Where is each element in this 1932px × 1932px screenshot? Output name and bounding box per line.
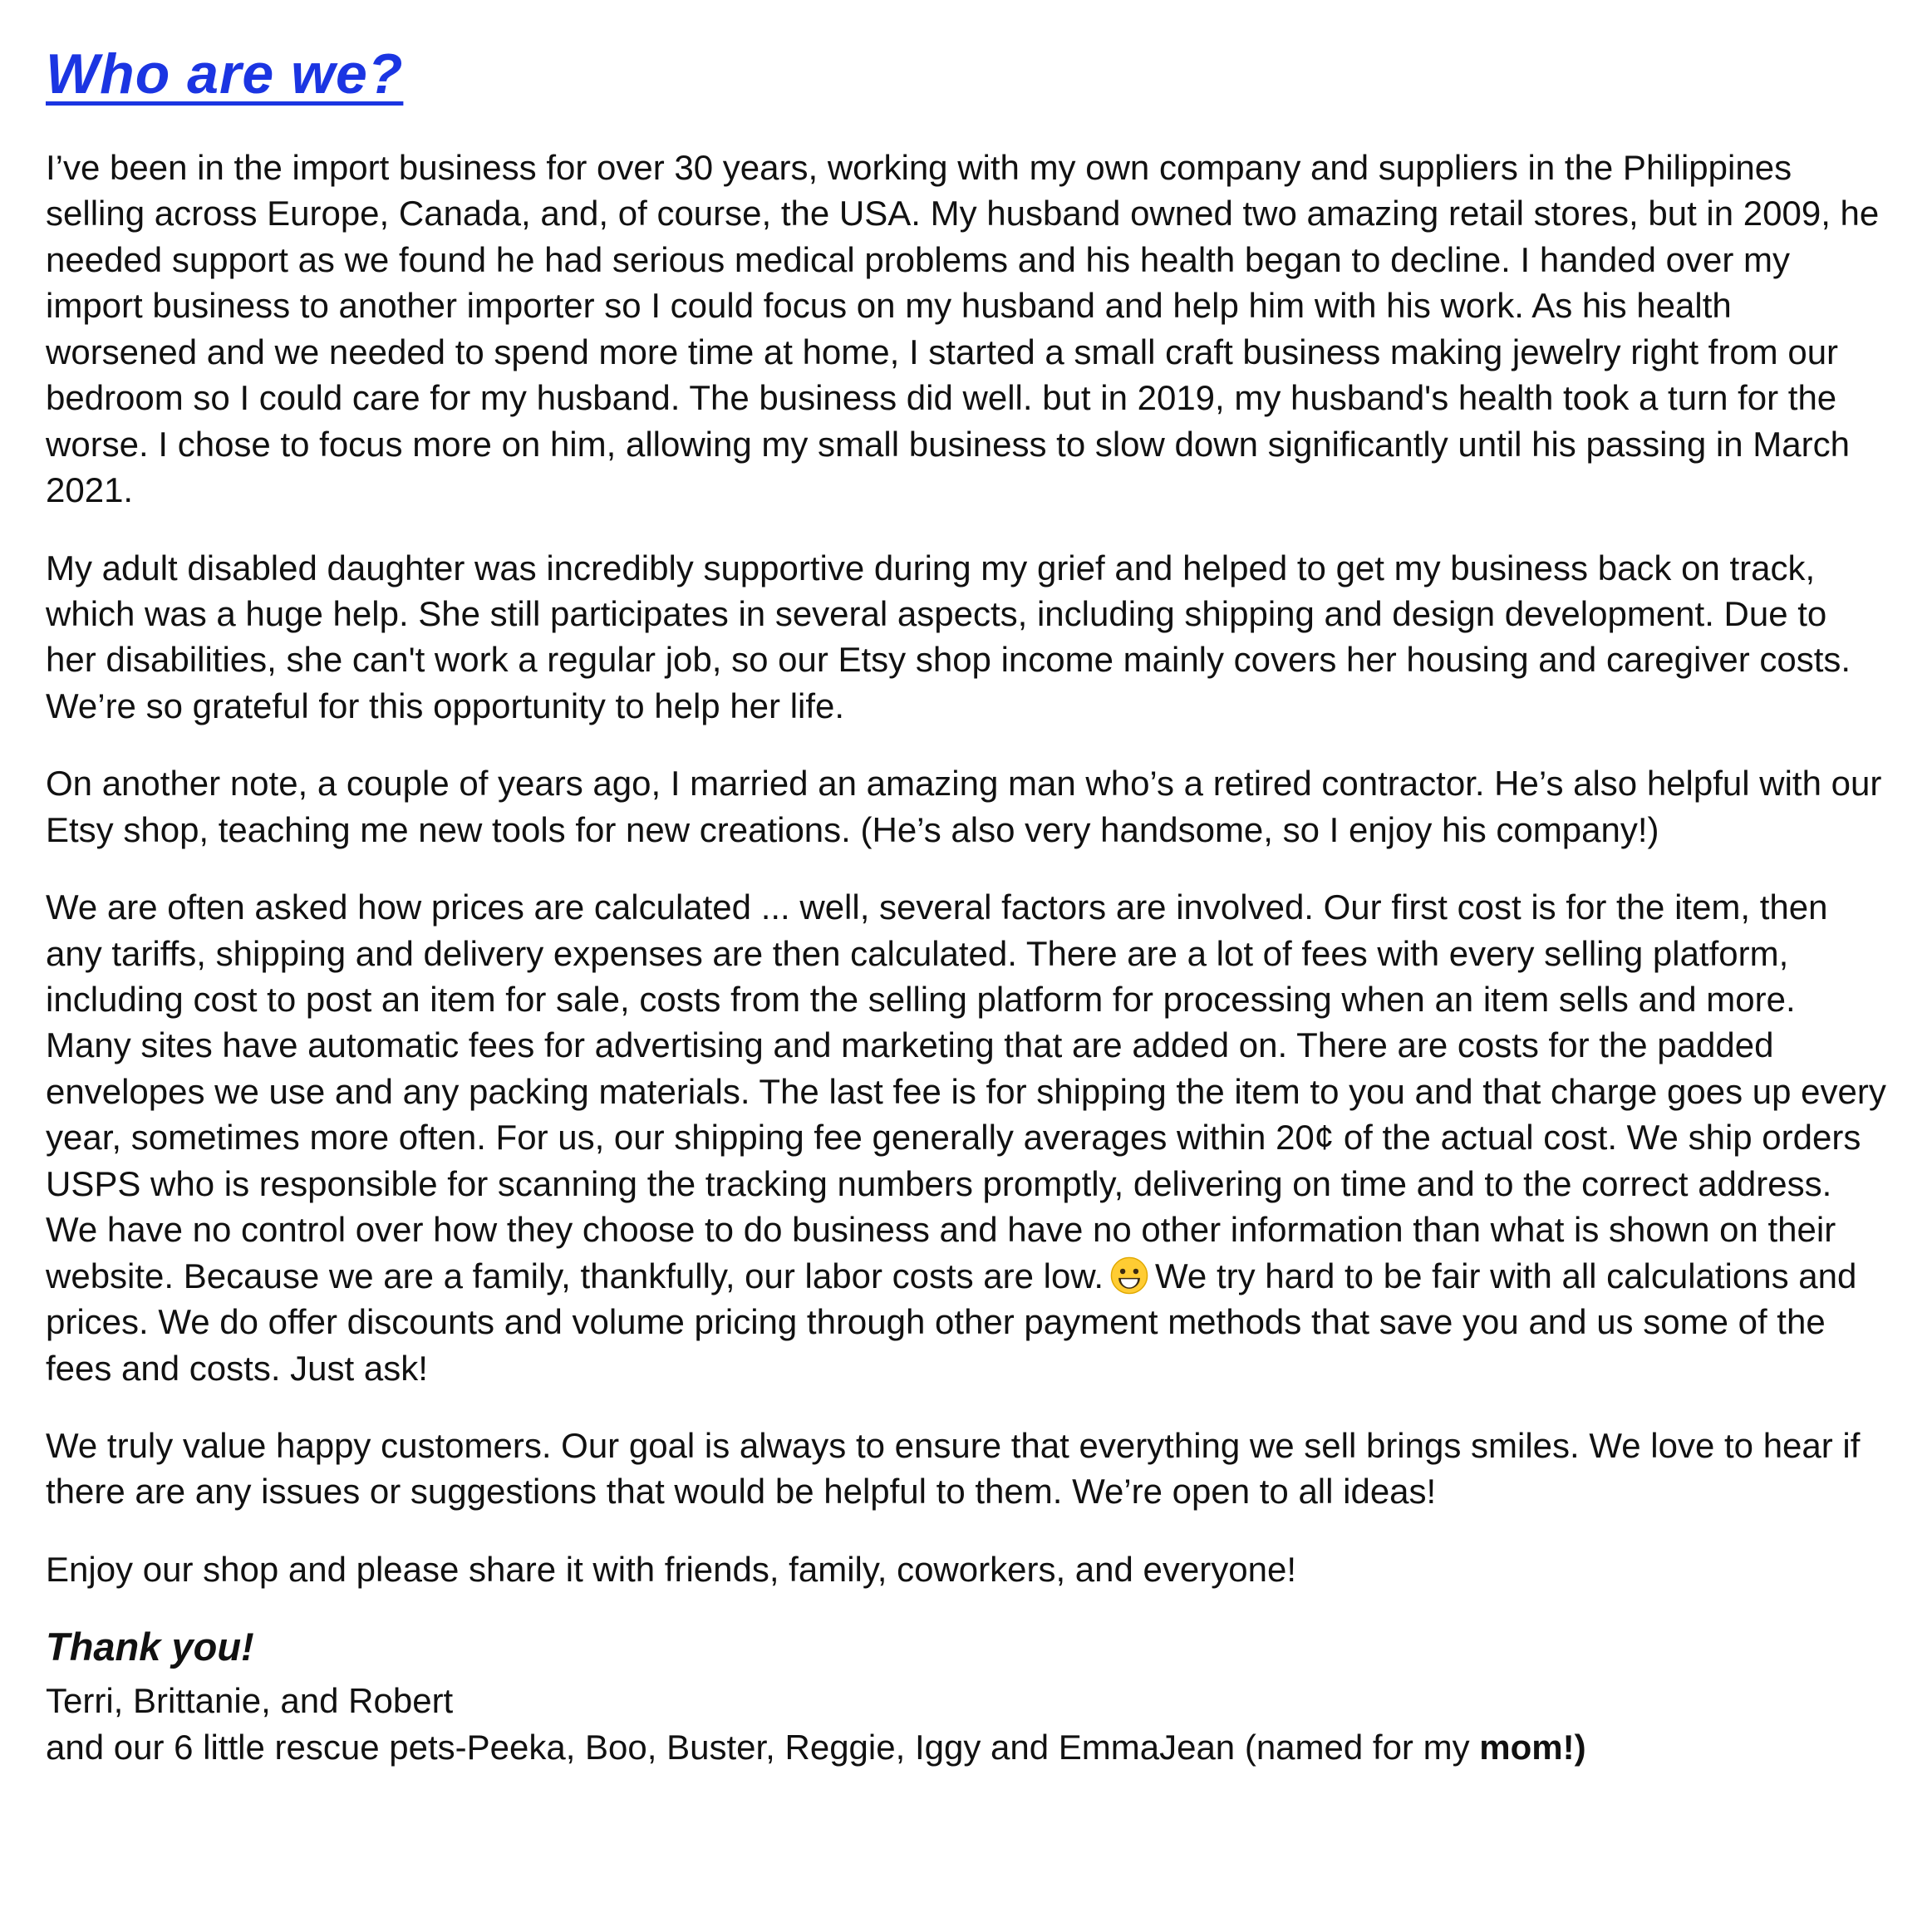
signature-names: Terri, Brittanie, and Robert xyxy=(46,1681,454,1721)
page-title: Who are we? xyxy=(46,42,404,106)
signature-thank-you: Thank you! xyxy=(46,1625,254,1669)
pricing-text-before-emoji: We are often asked how prices are calculated ... well, several factors are involved. Our first cost is for the item, then any tariffs, shipping and delivery expenses are then calculated. There are a lot of fees with every selling platform, including cost to post an item for sale, costs from the selling platform for processing when an item sells and more. Many sites have automatic fees for advertising and marketing that are added on. There are costs for the padded envelopes we use and any packing materials. The last fee is for shipping the item to you and that charge goes up every year, sometimes more often. For us, our shipping fee generally averages within 20¢ of the actual cost. We ship orders USPS who is responsible for scanning the tracking numbers promptly, delivering on time and to the correct address. We have no control over how they choose to do business and have no other information than what is shown on their website. Because we are a family, thankfully, our labor costs are low. xyxy=(46,887,1886,1295)
paragraph-pricing xyxy=(46,884,1886,1391)
paragraph-history: I’ve been in the import business for over 30 years, working with my own company and suppliers in the Philippines selling across Europe, Canada, and, of course, the USA. My husband owned two amazing retail stores, but in 2009, he needed support as we found he had serious medical problems and his health began to decline. I handed over my import business to another importer so I could focus on my husband and help him with his work. As his health worsened and we needed to spend more time at home, I started a small craft business making jewelry right from our bedroom so I could care for my husband. The business did well. but in 2019, my husband's health took a turn for the worse. I chose to focus more on him, allowing my small business to slow down significantly until his passing in March 2021. xyxy=(46,148,1880,510)
signature-pets xyxy=(46,1724,1886,1770)
grinning-face-emoji-icon xyxy=(1110,1256,1148,1295)
paragraph-enjoy-shop: Enjoy our shop and please share it with friends, family, coworkers, and everyone! xyxy=(46,1549,1296,1589)
paragraph-daughter: My adult disabled daughter was incredibly supportive during my grief and helped to get my business back on track, which was a huge help. She still participates in several aspects, including shipping and design development. Due to her disabilities, she can't work a regular job, so our Etsy shop income mainly covers her housing and caregiver costs. We’re so grateful for this opportunity to help her life. xyxy=(46,548,1851,725)
pricing-text-after-emoji: We try hard to be fair with all calculations and prices. We do offer discounts and volume pricing through other payment methods that save you and us some of the fees and costs. Just ask! xyxy=(46,1256,1857,1388)
signature-pets-text: and our 6 little rescue pets-Peeka, Boo, Buster, Reggie, Iggy and EmmaJean (named for my xyxy=(46,1727,1480,1767)
paragraph-remarriage: On another note, a couple of years ago, I married an amazing man who’s a retired contractor. He’s also helpful with our Etsy shop, teaching me new tools for new creations. (He’s also very handsome, so I enjoy his company!) xyxy=(46,764,1882,849)
paragraph-happy-customers: We truly value happy customers. Our goal is always to ensure that everything we sell brings smiles. We love to hear if there are any issues or suggestions that would be helpful to them. We’re open to all ideas! xyxy=(46,1425,1861,1512)
signature-pets-bold-text: mom!) xyxy=(1479,1727,1586,1767)
